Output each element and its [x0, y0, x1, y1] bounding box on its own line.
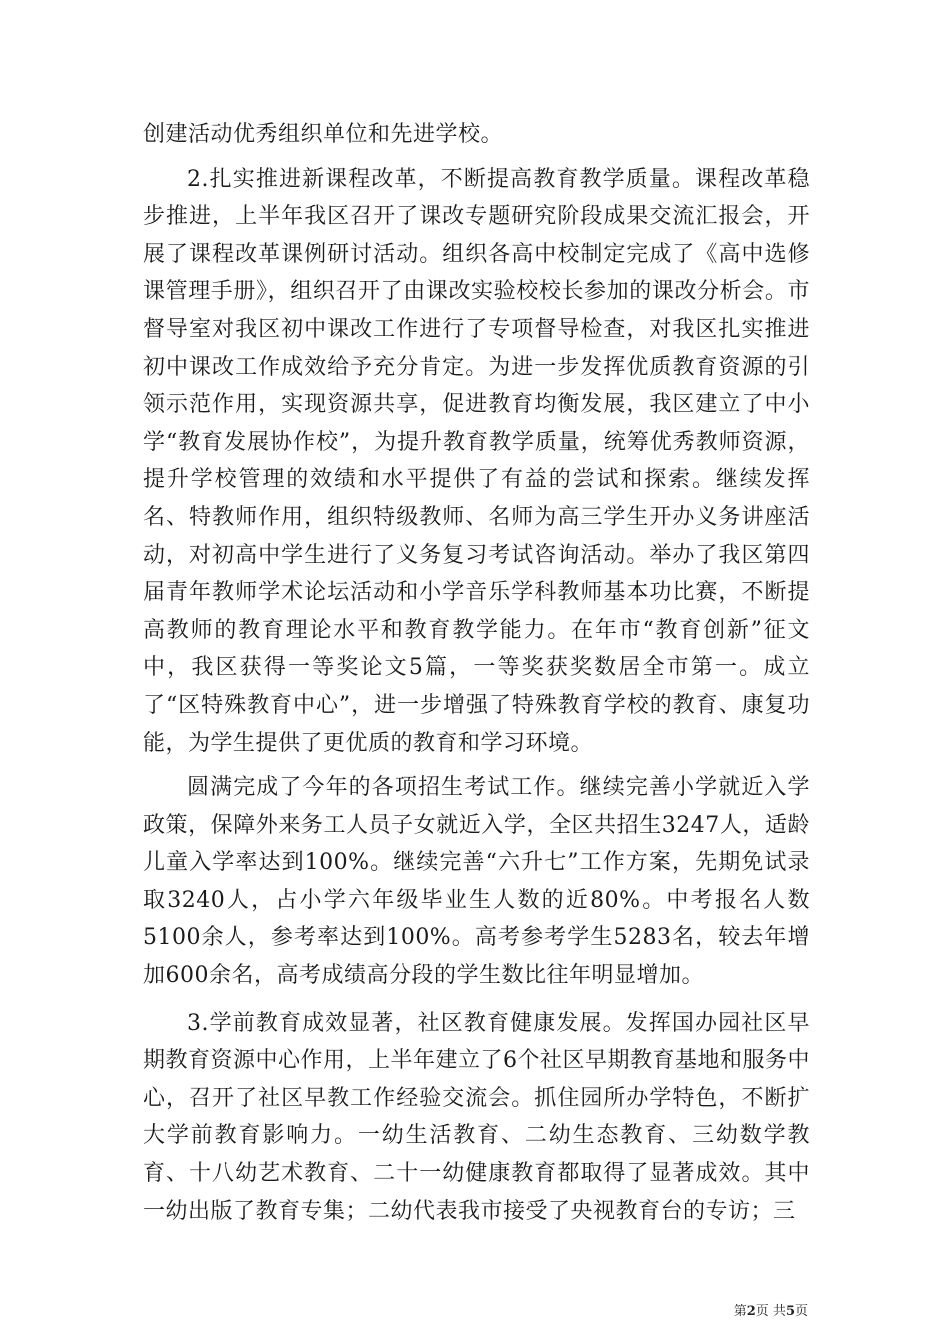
paragraph-preschool-education: 3.学前教育成效显著，社区教育健康发展。发挥国办园社区早期教育资源中心作用，上半年建立了6个社区早期教育基地和服务中心，召开了社区早教工作经验交流会。抓住园所办学特色，不断扩大学前教育影响力。一幼生活教育、二幼生态教育、三幼数学教育、十八幼艺术教育、二十一幼健康教育都取得了显著成效。其中一幼出版了教育专集；二幼代表我市接受了央视教育台的专访；三: [143, 1010, 810, 1224]
paragraph-continuation: 创建活动优秀组织单位和先进学校。: [143, 122, 504, 147]
footer-suffix: 页: [794, 1304, 808, 1319]
footer-total-pages: 5: [785, 1304, 795, 1319]
footer-current-page: 2: [746, 1304, 756, 1319]
paragraph-curriculum-reform: 2.扎实推进新课程改革，不断提高教育教学质量。课程改革稳步推进，上半年我区召开了课改专题研究阶段成果交流汇报会，开展了课程改革课例研讨活动。组织各高中校制定完成了《高中选修课管理手册》，组织召开了由课改实验校校长参加的课改分析会。市督导室对我区初中课改工作进行了专项督导检查，对我区扎实推进初中课改工作成效给予充分肯定。为进一步发挥优质教育资源的引领示范作用，实现资源共享，促进教育均衡发展，我区建立了中小学“教育发展协作校”，为提升教育教学质量，统筹优秀教师资源，提升学校管理的效绩和水平提供了有益的尝试和探索。继续发挥名、特教师作用，组织特级教师、名师为高三学生开办义务讲座活动，对初高中学生进行了义务复习考试咨询活动。举办了我区第四届青年教师学术论坛活动和小学音乐学科教师基本功比赛，不断提高教师的教育理论水平和教育教学能力。在年市“教育创新”征文中，我区获得一等奖论文5篇，一等奖获奖数居全市第一。成立了“区特殊教育中心”，进一步增强了特殊教育学校的教育、康复功能，为学生提供了更优质的教育和学习环境。: [143, 166, 810, 756]
paragraph-enrollment-exams: 圆满完成了今年的各项招生考试工作。继续完善小学就近入学政策，保障外来务工人员子女就近入学，全区共招生3247人，适龄儿童入学率达到100%。继续完善“六升七”工作方案，先期免试录取3240人，占小学六年级毕业生人数的近80%。中考报名人数5100余人，参考率达到100%。高考参考学生5283名，较去年增加600余名，高考成绩高分段的学生数比往年明显增加。: [143, 775, 810, 989]
footer-middle: 页 共: [755, 1304, 786, 1319]
document-body: [143, 116, 810, 1230]
footer-prefix: 第: [733, 1304, 747, 1319]
page-number-footer: [734, 1300, 808, 1319]
